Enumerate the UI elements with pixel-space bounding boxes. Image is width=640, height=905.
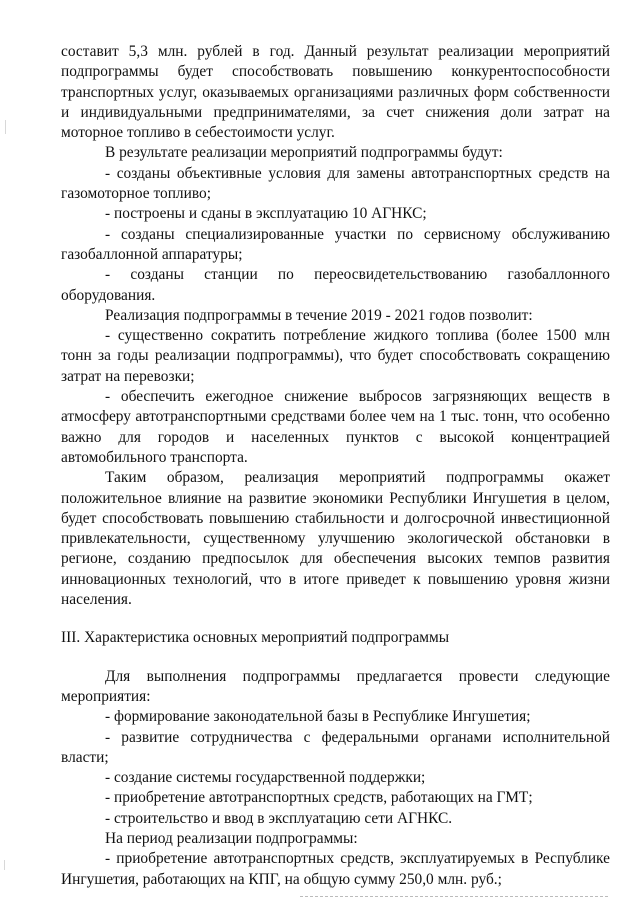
list-item-emissions: - обеспечить ежегодное снижение выбросов загрязняющих веществ в атмосферу автотранспортными средствами более чем на 1 тыс. тонн, что особенно важно для городов и населенных пунктов с высокой концентрацией автомобильного транспорта. (61, 388, 610, 466)
scan-edge-mark (4, 860, 5, 870)
list-item-vehicles-gmt: - приобретение автотранспортных средств, работающих на ГМТ; (105, 789, 533, 807)
document-page (61, 42, 610, 890)
paragraph-intro-continuation: составит 5,3 млн. рублей в год. Данный результат реализации мероприятий подпрограммы будет способствовать повышению конкурентоспособности транспортных услуг, оказываемых организациями различных форм собственности и индивидуальными предпринимателями, за счет снижения доли затрат на моторное топливо в себестоимости услуг. (61, 43, 610, 142)
list-item-service-sites: - созданы специализированные участки по сервисному обслуживанию газобаллонной аппаратуры; (61, 225, 610, 263)
scan-bottom-line (300, 896, 610, 897)
paragraph-results-lead: В результате реализации мероприятий подпрограммы будут: (105, 144, 503, 162)
paragraph-period-lead: На период реализации подпрограммы: (105, 829, 358, 847)
list-item-legislation: - формирование законодательной базы в Республике Ингушетия; (105, 708, 531, 726)
list-item-fuel-reduction: - существенно сократить потребление жидкого топлива (более 1500 млн тонн за годы реализации подпрограммы), что будет способствовать сокращению затрат на перевозки; (61, 327, 610, 385)
scan-edge-mark (5, 120, 6, 134)
paragraph-measures-lead: Для выполнения подпрограммы предлагается провести следующие мероприятия: (61, 667, 610, 705)
list-item-conditions: - созданы объективные условия для замены автотранспортных средств на газомоторное топливо; (61, 164, 610, 203)
list-item-vehicles-kpg: - приобретение автотранспортных средств, эксплуатируемых в Республике Ингушетия, работающих на КПГ, на общую сумму 250,0 млн. руб.; (61, 850, 610, 888)
paragraph-implementation-lead: Реализация подпрограммы в течение 2019 - 2021 годов позволит: (105, 306, 533, 324)
list-item-stations: - созданы станции по переосвидетельствованию газобаллонного оборудования. (61, 266, 610, 304)
section-heading: III. Характеристика основных мероприятий подпрограммы (61, 629, 450, 647)
list-item-state-support: - создание системы государственной поддержки; (105, 769, 426, 787)
list-item-cooperation: - развитие сотрудничества с федеральными органами исполнительной власти; (61, 728, 610, 766)
list-item-agnks-network: - строительство и ввод в эксплуатацию сети АГНКС. (105, 809, 453, 827)
list-item-agnks: - построены и сданы в эксплуатацию 10 АГНКС; (105, 205, 427, 223)
paragraph-conclusion: Таким образом, реализация мероприятий подпрограммы окажет положительное влияние на развитие экономики Республики Ингушетия в целом, будет способствовать повышению стабильности и долгосрочной инвестиционной привлекательности, существенному улучшению экологической обстановки в регионе, созданию предпосылок для обеспечения высоких темпов развития инновационных технологий, что в итоге приведет к повышению уровня жизни населения. (61, 469, 610, 609)
